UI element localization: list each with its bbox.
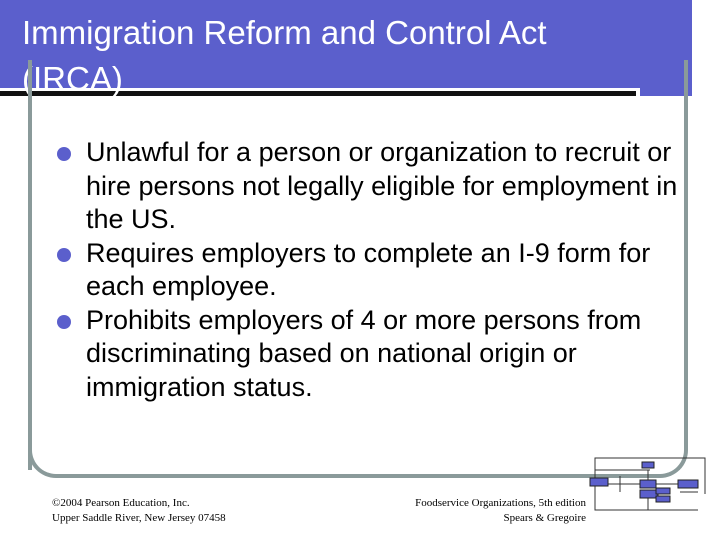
footer-book-credit: [392, 496, 586, 526]
footer-book-line-2: Spears & Gregoire: [503, 512, 586, 524]
footer-book-line-1: Foodservice Organizations, 5th edition: [415, 497, 586, 509]
slide-title-line-2: (IRCA): [22, 60, 123, 97]
bullet-item: [40, 136, 680, 237]
footer-copyright: [52, 496, 226, 526]
footer-copyright-line-1: ©2004 Pearson Education, Inc.: [52, 497, 190, 509]
slide-title-line-1: Immigration Reform and Control Act: [22, 14, 547, 51]
footer-copyright-line-2: Upper Saddle River, New Jersey 07458: [52, 512, 226, 524]
bullet-icon: [57, 248, 71, 262]
bullet-icon: [57, 147, 71, 161]
bullet-text: Prohibits employers of 4 or more persons from discriminating based on national origin or immigration status.: [86, 304, 642, 402]
bullet-item: [40, 304, 680, 405]
bullet-icon: [57, 315, 71, 329]
content-frame-left-edge: [28, 100, 32, 470]
bullet-text: Requires employers to complete an I-9 form for each employee.: [86, 237, 651, 301]
bullet-list: [40, 136, 680, 404]
bullet-item: [40, 237, 680, 304]
network-diagram-icon: [580, 446, 710, 536]
bullet-text: Unlawful for a person or organization to recruit or hire persons not legally eligible for employment in the US.: [86, 137, 678, 234]
